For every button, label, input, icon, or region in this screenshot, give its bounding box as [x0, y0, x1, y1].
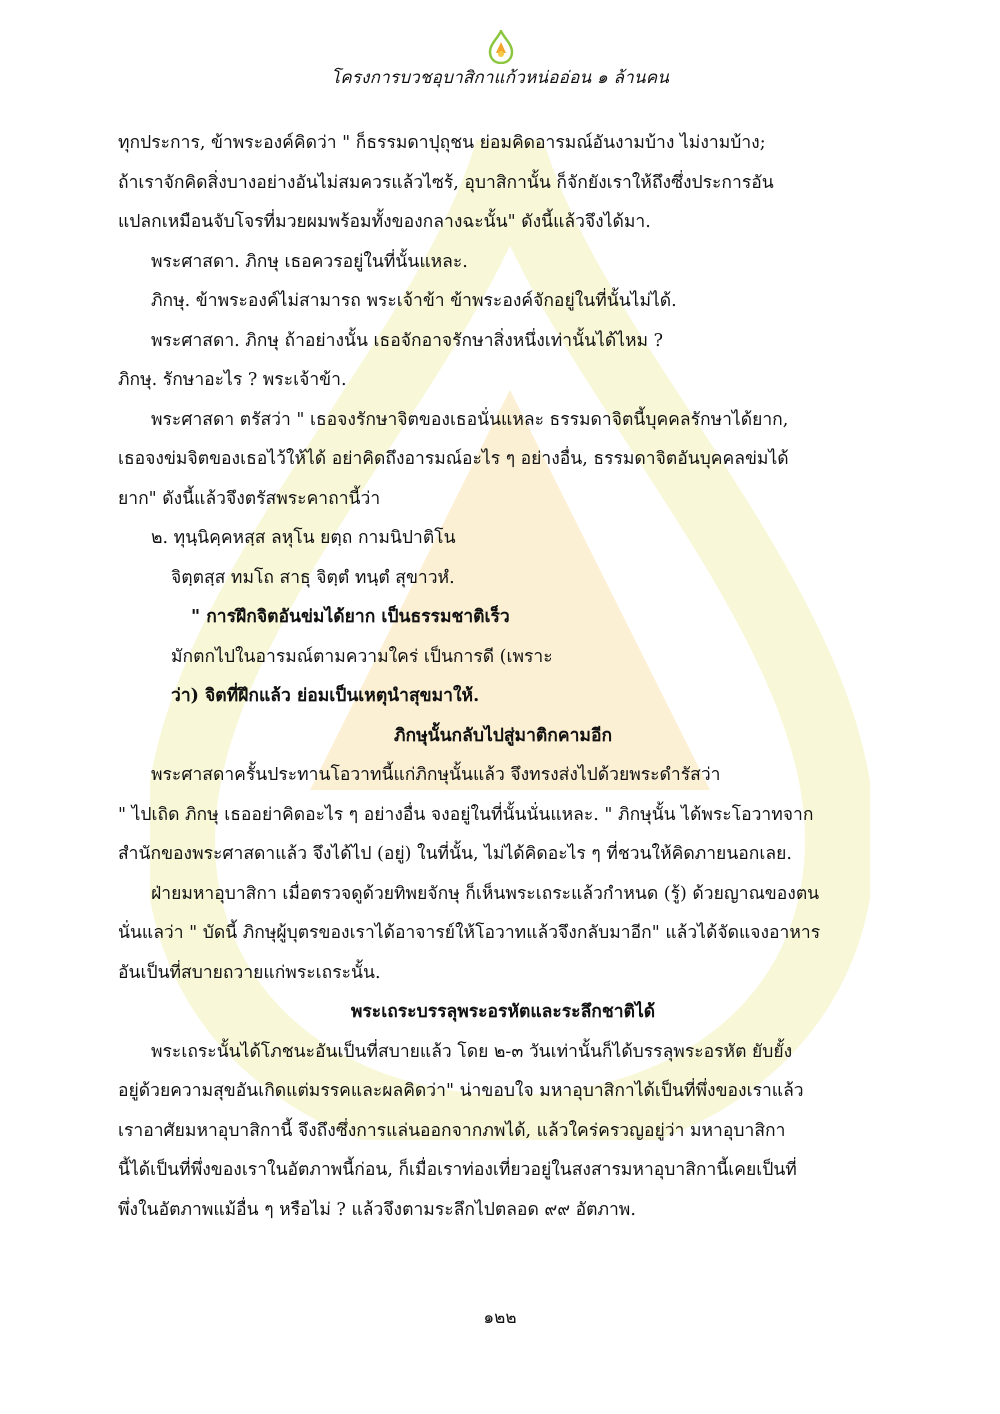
paragraph-line: สำนักของพระศาสดาแล้ว จึงได้ไป (อยู่) ในที่นั้น, ไม่ได้คิดอะไร ๆ ที่ชวนให้คิดภายนอกเลย. [118, 844, 792, 864]
verse-translation-line: มักตกไปในอารมณ์ตามความใคร่ เป็นการดี (เพราะ [171, 646, 553, 667]
paragraph-line: พระศาสดา ตรัสว่า " เธอจงรักษาจิตของเธอนั่นแหละ ธรรมดาจิตนี้บุคคลรักษาได้ยาก, [151, 409, 789, 430]
dialogue-line: พระศาสดา. ภิกษุ ถ้าอย่างนั้น เธอจักอาจรักษาสิ่งหนึ่งเท่านั้นได้ไหม ? [151, 330, 664, 351]
verse-pali-line: ๒. ทุนฺนิคฺคหสฺส ลหุโน ยตฺถ กามนิปาติโน [151, 528, 456, 548]
paragraph-line: แปลกเหมือนจับโจรที่มวยผมพร้อมทั้งของกลางฉะนั้น" ดังนี้แล้วจึงได้มา. [118, 212, 651, 232]
dialogue-line: พระศาสดา. ภิกษุ เธอควรอยู่ในที่นั้นแหละ. [151, 251, 468, 272]
paragraph-line: เธอจงข่มจิตของเธอไว้ให้ได้ อย่าคิดถึงอารมณ์อะไร ๆ อย่างอื่น, ธรรมดาจิตอันบุคคลข่มได้ [118, 449, 789, 469]
verse-pali-line: จิตฺตสฺส ทมโถ สาธุ จิตฺตํ ทนฺตํ สุขาวหํ. [171, 567, 455, 588]
page-number: ๑๒๒ [483, 1308, 517, 1328]
paragraph-line: พระศาสดาครั้นประทานโอวาทนี้แก่ภิกษุนั้นแล้ว จึงทรงส่งไปด้วยพระดำรัสว่า [151, 765, 721, 785]
lotus-drop-logo-icon [488, 30, 514, 64]
paragraph-line: " ไปเถิด ภิกษุ เธออย่าคิดอะไร ๆ อย่างอื่น จงอยู่ในที่นั้นนั่นแหละ. " ภิกษุนั้น ได้พระโอวาทจาก [118, 804, 814, 825]
paragraph-line: ถ้าเราจักคิดสิ่งบางอย่างอันไม่สมควรแล้วไซร้, อุบาสิกานั้น ก็จักยังเราให้ถึงซึ่งประการอัน [118, 172, 774, 193]
dialogue-line: ภิกษุ. รักษาอะไร ? พระเจ้าข้า. [118, 370, 347, 390]
dialogue-line: ภิกษุ. ข้าพระองค์ไม่สามารถ พระเจ้าข้า ข้าพระองค์จักอยู่ในที่นั้นไม่ได้. [151, 291, 677, 311]
paragraph-line: เราอาศัยมหาอุบาสิกานี้ จึงถึงซึ่งการแล่นออกจากภพได้, แล้วใคร่ครวญอยู่ว่า มหาอุบาสิกา [118, 1120, 786, 1141]
paragraph-line: อันเป็นที่สบายถวายแก่พระเถระนั้น. [118, 962, 381, 983]
paragraph-line: นี้ได้เป็นที่พึ่งของเราในอัตภาพนี้ก่อน, ก็เมื่อเราท่องเที่ยวอยู่ในสงสารมหาอุบาสิกานี้เคยเป็นที่ [118, 1160, 797, 1180]
paragraph-line: ยาก" ดังนี้แล้วจึงตรัสพระคาถานี้ว่า [118, 488, 381, 509]
verse-translation-line [118, 677, 888, 717]
verse-translation-text: ว่า) จิตที่ฝึกแล้ว ย่อมเป็นเหตุนำสุขมาให้. [171, 686, 480, 706]
body-text [118, 124, 888, 1230]
paragraph-line: พระเถระนั้นได้โภชนะอันเป็นที่สบายแล้ว โดย ๒-๓ วันเท่านั้นก็ได้บรรลุพระอรหัต ยับยั้ง [151, 1041, 793, 1062]
verse-translation-line: " การฝึกจิตอันข่มได้ยาก เป็นธรรมชาติเร็ว [191, 607, 510, 627]
paragraph-line: นั่นแลว่า " บัดนี้ ภิกษุผู้บุตรของเราได้อาจารย์ให้โอวาทแล้วจึงกลับมาอีก" แล้วได้จัดแจงอาหาร [118, 923, 821, 943]
paragraph-line: ฝ่ายมหาอุบาสิกา เมื่อตรวจดูด้วยทิพยจักษุ ก็เห็นพระเถระแล้วกำหนด (รู้) ด้วยญาณของตน [151, 883, 820, 904]
section-heading: พระเถระบรรลุพระอรหัตและระลึกชาติได้ [350, 1002, 656, 1022]
paragraph-line: พึ่งในอัตภาพแม้อื่น ๆ หรือไม่ ? แล้วจึงตามระลึกไปตลอด ๙๙ อัตภาพ. [118, 1199, 636, 1220]
header-title: โครงการบวชอุบาสิกาแก้วหน่ออ่อน ๑ ล้านคน [330, 68, 670, 88]
section-heading: ภิกษุนั้นกลับไปสู่มาติกคามอีก [393, 725, 613, 746]
paragraph-line: ทุกประการ, ข้าพระองค์คิดว่า " ก็ธรรมดาปุถุชน ย่อมคิดอารมณ์อันงามบ้าง ไม่งามบ้าง; [118, 133, 766, 153]
paragraph-line: อยู่ด้วยความสุขอันเกิดแต่มรรคและผลคิดว่า" น่าขอบใจ มหาอุบาสิกาได้เป็นที่พึ่งของเราแล้ว [118, 1081, 804, 1101]
